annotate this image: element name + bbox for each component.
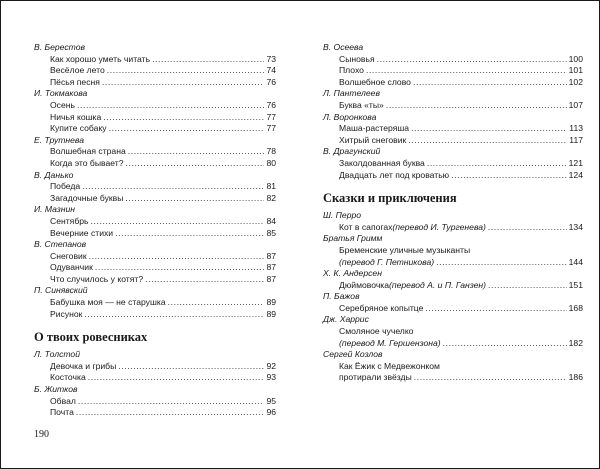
toc-entry	[34, 158, 276, 170]
dot-leader	[91, 216, 265, 228]
toc-entry-page: 102	[568, 76, 583, 87]
toc-entry	[323, 77, 583, 89]
dot-leader	[443, 338, 567, 350]
dot-leader	[152, 54, 264, 66]
dot-leader	[414, 372, 567, 384]
toc-author-group	[323, 88, 583, 111]
toc-author-group	[34, 204, 276, 239]
toc-entry-title: Рисунок	[50, 308, 83, 319]
toc-entry	[323, 158, 583, 170]
toc-entry-page: 151	[568, 279, 583, 290]
dot-leader	[115, 228, 264, 240]
toc-entry-title-line: Как Ёжик с Медвежонком	[339, 360, 440, 371]
toc-entry-page: 87	[266, 273, 276, 284]
toc-entry-title: Купите собаку	[50, 123, 107, 134]
dot-leader	[118, 361, 264, 373]
toc-entry-page: 82	[266, 192, 276, 203]
toc-entry-page: 89	[266, 297, 276, 308]
toc-entry-page: 76	[266, 99, 276, 110]
toc-entry-title: Снеговик	[50, 250, 87, 261]
dot-leader	[451, 170, 567, 182]
toc-entry-page: 89	[266, 308, 276, 319]
toc-entry	[34, 123, 276, 135]
toc-author: Ш. Перро	[323, 210, 362, 221]
toc-entry-translator: (перевод Г. Петникова)	[339, 256, 435, 267]
toc-entry	[34, 65, 276, 77]
toc-entry-title: Сентябрь	[50, 215, 89, 226]
dot-leader	[427, 158, 567, 170]
toc-entry	[34, 112, 276, 124]
spacer	[323, 181, 583, 191]
toc-author: И. Мазнин	[34, 204, 76, 215]
toc-entry-title: Когда это бывает?	[50, 157, 124, 168]
dot-leader	[125, 193, 264, 205]
toc-entry-page: 73	[266, 53, 276, 64]
toc-entry-title: Плохо	[339, 65, 364, 76]
toc-entry	[34, 262, 276, 274]
toc-entry-page: 77	[266, 111, 276, 122]
toc-right-column	[323, 42, 583, 384]
toc-entry-translator: (перевод А. и П. Ганзен)	[389, 279, 487, 290]
dot-leader	[77, 100, 264, 112]
toc-entry-page: 113	[569, 123, 583, 134]
toc-entry	[323, 257, 583, 269]
toc-entry	[34, 216, 276, 228]
toc-author: Л. Воронкова	[323, 111, 377, 122]
dot-leader	[411, 123, 567, 135]
toc-entry-page: 95	[266, 395, 276, 406]
dot-leader	[84, 309, 264, 321]
toc-entry-title: Буква «ты»	[339, 99, 384, 110]
toc-author-group	[323, 314, 583, 349]
toc-entry-title: Косточка	[50, 372, 86, 383]
toc-entry-title: Одуванчик	[50, 262, 93, 273]
dot-leader	[107, 65, 265, 77]
toc-author: Б. Житков	[34, 384, 78, 395]
toc-entry	[34, 77, 276, 89]
toc-entry-page: 107	[568, 99, 583, 110]
toc-entry-page: 87	[266, 250, 276, 261]
toc-entry	[323, 338, 583, 350]
toc-entry-title: Заколдованная буква	[339, 157, 425, 168]
toc-entry-translator: (перевод М. Гершензона)	[339, 337, 441, 348]
toc-author: И. Токмакова	[34, 88, 88, 99]
toc-entry-title: Девочка и грибы	[50, 360, 117, 371]
toc-author-group	[323, 146, 583, 181]
toc-entry	[34, 407, 276, 419]
dot-leader	[76, 407, 265, 419]
dot-leader	[95, 262, 265, 274]
toc-entry-title: Осень	[50, 99, 75, 110]
toc-author-group	[323, 291, 583, 314]
toc-entry-page: 76	[266, 76, 276, 87]
toc-entry	[34, 361, 276, 373]
dot-leader	[82, 181, 264, 193]
dot-leader	[109, 123, 265, 135]
toc-author: П. Синявский	[34, 285, 88, 296]
toc-entry-page: 100	[568, 53, 583, 64]
dot-leader	[103, 112, 264, 124]
toc-author: В. Данько	[34, 169, 74, 180]
toc-entry	[34, 100, 276, 112]
dot-leader	[413, 77, 567, 89]
toc-entry-page: 144	[568, 256, 583, 267]
dot-leader	[488, 222, 567, 234]
toc-entry	[323, 280, 583, 292]
dot-leader	[425, 303, 566, 315]
toc-author-group	[34, 285, 276, 320]
toc-author: Л. Пантелеев	[323, 88, 380, 99]
toc-author: В. Степанов	[34, 239, 87, 250]
toc-entry-title: Хитрый снеговик	[339, 134, 407, 145]
toc-author-group	[323, 210, 583, 233]
toc-entry-title: Волшебное слово	[339, 76, 411, 87]
toc-author: Л. Толстой	[34, 349, 80, 360]
toc-author: Е. Трутнева	[34, 134, 85, 145]
dot-leader	[88, 372, 265, 384]
dot-leader	[89, 251, 265, 263]
toc-author: Сергей Козлов	[323, 349, 383, 360]
toc-entry-title: Сыновья	[339, 53, 375, 64]
toc-author: Дж. Харрис	[323, 314, 369, 325]
toc-entry	[323, 123, 583, 135]
toc-entry-page: 92	[266, 360, 276, 371]
toc-entry-title: Загадочные буквы	[50, 192, 124, 203]
toc-entry-page: 121	[568, 157, 583, 168]
toc-entry-translator: (перевод И. Тургенева)	[392, 221, 486, 232]
dot-leader	[436, 257, 567, 269]
toc-entry-page: 77	[266, 123, 276, 134]
toc-author-group	[323, 42, 583, 88]
toc-entry-title: Победа	[50, 181, 81, 192]
dot-leader	[78, 396, 265, 408]
toc-author-group	[323, 349, 583, 384]
toc-entry	[323, 303, 583, 315]
toc-entry	[34, 54, 276, 66]
toc-left-column	[34, 42, 276, 419]
toc-entry-page: 117	[569, 134, 583, 145]
toc-entry-page: 168	[568, 302, 583, 313]
toc-entry	[323, 135, 583, 147]
toc-entry-page: 80	[266, 157, 276, 168]
toc-entry-page: 84	[266, 215, 276, 226]
toc-entry-title: Маша-растеряша	[339, 123, 410, 134]
toc-entry-page: 186	[568, 372, 583, 383]
toc-entry-title-line: Смоляное чучелко	[339, 326, 414, 337]
toc-author: В. Драгунский	[323, 146, 381, 157]
toc-entry-page: 81	[266, 181, 276, 192]
toc-entry-title: Серебряное копытце	[339, 302, 424, 313]
toc-entry-page: 134	[568, 221, 583, 232]
toc-author-group	[34, 88, 276, 134]
toc-entry	[34, 274, 276, 286]
toc-entry	[323, 372, 583, 384]
toc-entry-title-line: Бременские уличные музыканты	[339, 244, 471, 255]
toc-entry	[34, 193, 276, 205]
toc-entry	[323, 222, 583, 234]
dot-leader	[366, 65, 567, 77]
toc-entry	[34, 372, 276, 384]
toc-entry-page: 101	[568, 65, 583, 76]
dot-leader	[408, 135, 567, 147]
toc-entry-page: 78	[266, 146, 276, 157]
toc-author: П. Бажов	[323, 291, 360, 302]
dot-leader	[377, 54, 567, 66]
toc-entry-title: Двадцать лет под кроватью	[339, 169, 450, 180]
toc-author-group	[34, 170, 276, 205]
toc-author-group	[34, 42, 276, 88]
section-heading: О твоих ровесниках	[34, 330, 148, 345]
toc-entry-page: 93	[266, 372, 276, 383]
toc-entry	[34, 146, 276, 158]
section-heading: Сказки и приключения	[323, 191, 457, 206]
toc-author: В. Осеева	[323, 42, 364, 52]
toc-entry-title: Что случилось у котят?	[50, 273, 144, 284]
toc-entry-page: 96	[266, 407, 276, 418]
dot-leader	[386, 100, 567, 112]
toc-entry	[323, 100, 583, 112]
dot-leader	[125, 158, 264, 170]
spacer	[34, 320, 276, 330]
dot-leader	[488, 280, 567, 292]
toc-entry	[34, 228, 276, 240]
toc-entry	[323, 65, 583, 77]
toc-entry	[34, 181, 276, 193]
dot-leader	[168, 297, 265, 309]
toc-entry-title: Волшебная страна	[50, 146, 126, 157]
page-number: 190	[34, 429, 49, 440]
toc-entry-page: 85	[266, 227, 276, 238]
toc-entry	[34, 309, 276, 321]
toc-author-group	[34, 135, 276, 170]
toc-entry-title: Обвал	[50, 395, 76, 406]
toc-entry	[34, 297, 276, 309]
toc-author-group	[323, 268, 583, 291]
toc-entry-page: 74	[266, 65, 276, 76]
toc-author-group	[323, 112, 583, 147]
toc-entry-page: 87	[266, 262, 276, 273]
toc-entry-title: Дюймовочка	[339, 279, 390, 290]
dot-leader	[102, 77, 265, 89]
toc-entry-title: Ничья кошка	[50, 111, 102, 122]
toc-author: В. Берестов	[34, 42, 85, 52]
toc-entry-title: Пёсья песня	[50, 76, 100, 87]
toc-entry-title: Весёлое лето	[50, 65, 105, 76]
toc-entry-title: Кот в сапогах	[339, 221, 393, 232]
toc-author: Братья Гримм	[323, 233, 383, 244]
toc-entry-title: Как хорошо уметь читать	[50, 53, 151, 64]
toc-author-group	[34, 349, 276, 384]
toc-entry-title: Бабушка моя — не старушка	[50, 297, 166, 308]
toc-entry-title: Вечерние стихи	[50, 227, 114, 238]
toc-entry-page: 124	[568, 169, 583, 180]
toc-author: Х. К. Андерсен	[323, 268, 382, 279]
toc-author-group	[34, 384, 276, 419]
dot-leader	[128, 146, 265, 158]
toc-entry-title: протирали звёзды	[339, 372, 412, 383]
toc-entry	[34, 396, 276, 408]
toc-entry-page: 182	[568, 337, 583, 348]
toc-author-group	[323, 233, 583, 268]
toc-entry-title: Почта	[50, 407, 74, 418]
toc-entry	[34, 251, 276, 263]
toc-author-group	[34, 239, 276, 285]
toc-entry	[323, 54, 583, 66]
dot-leader	[145, 274, 264, 286]
toc-entry	[323, 170, 583, 182]
